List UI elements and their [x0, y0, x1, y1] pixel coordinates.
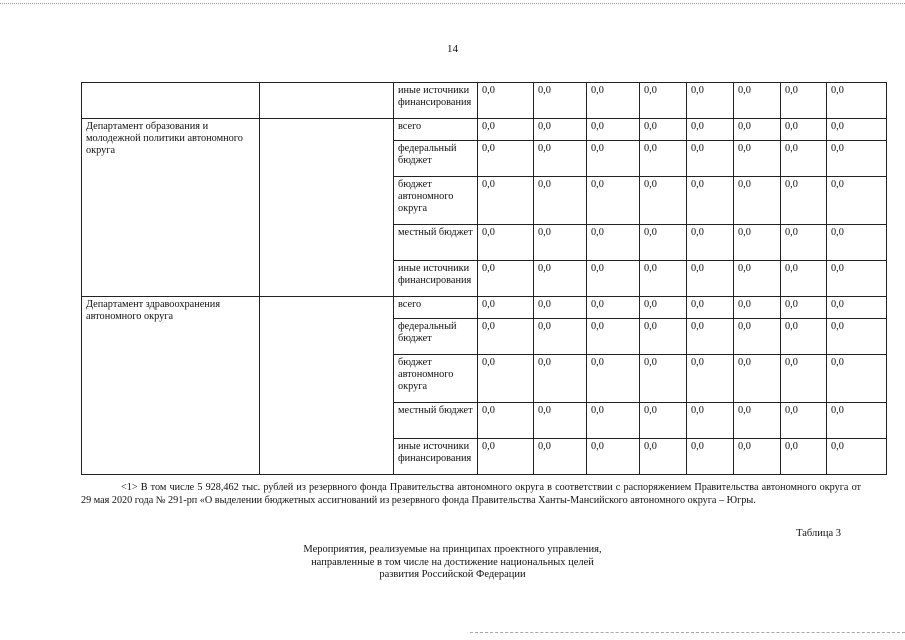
value-cell: 0,0: [587, 225, 640, 261]
value-cell: 0,0: [587, 439, 640, 475]
value-cell: 0,0: [587, 177, 640, 225]
value-cell: 0,0: [687, 297, 734, 319]
value-cell: 0,0: [478, 141, 534, 177]
value-cell: 0,0: [734, 355, 781, 403]
value-cell: 0,0: [587, 119, 640, 141]
value-cell: 0,0: [781, 319, 827, 355]
value-cell: 0,0: [827, 355, 887, 403]
table-row: [82, 119, 887, 141]
source-cell: всего: [394, 119, 478, 141]
source-cell: местный бюджет: [394, 403, 478, 439]
value-cell: 0,0: [734, 403, 781, 439]
value-cell: 0,0: [587, 319, 640, 355]
value-cell: 0,0: [781, 83, 827, 119]
table-label: Таблица 3: [796, 528, 841, 539]
value-cell: 0,0: [827, 261, 887, 297]
value-cell: 0,0: [534, 261, 587, 297]
value-cell: 0,0: [640, 439, 687, 475]
value-cell: 0,0: [478, 177, 534, 225]
value-cell: 0,0: [687, 225, 734, 261]
value-cell: 0,0: [687, 355, 734, 403]
value-cell: 0,0: [640, 83, 687, 119]
value-cell: 0,0: [827, 177, 887, 225]
value-cell: 0,0: [534, 141, 587, 177]
value-cell: 0,0: [640, 297, 687, 319]
value-cell: 0,0: [534, 225, 587, 261]
value-cell: 0,0: [640, 355, 687, 403]
value-cell: 0,0: [640, 177, 687, 225]
value-cell: 0,0: [587, 261, 640, 297]
value-cell: 0,0: [534, 83, 587, 119]
value-cell: 0,0: [781, 355, 827, 403]
value-cell: 0,0: [534, 439, 587, 475]
value-cell: 0,0: [827, 297, 887, 319]
value-cell: 0,0: [734, 141, 781, 177]
value-cell: 0,0: [687, 261, 734, 297]
value-cell: 0,0: [734, 119, 781, 141]
value-cell: 0,0: [827, 319, 887, 355]
value-cell: 0,0: [734, 261, 781, 297]
value-cell: 0,0: [734, 225, 781, 261]
value-cell: 0,0: [478, 403, 534, 439]
value-cell: 0,0: [478, 439, 534, 475]
value-cell: 0,0: [687, 403, 734, 439]
value-cell: 0,0: [640, 119, 687, 141]
value-cell: 0,0: [734, 439, 781, 475]
page-number: 14: [447, 43, 458, 55]
value-cell: 0,0: [534, 403, 587, 439]
source-cell: иные источники финансирования: [394, 439, 478, 475]
value-cell: 0,0: [587, 297, 640, 319]
value-cell: 0,0: [781, 403, 827, 439]
source-cell: федеральный бюджет: [394, 141, 478, 177]
table-row: [82, 83, 887, 119]
empty-cell: [260, 297, 394, 475]
value-cell: 0,0: [827, 225, 887, 261]
empty-cell: [260, 119, 394, 297]
department-cell: Департамент здравоохранения автономного округа: [82, 297, 260, 475]
value-cell: 0,0: [640, 403, 687, 439]
source-cell: бюджет автономного округа: [394, 355, 478, 403]
value-cell: 0,0: [781, 141, 827, 177]
table-title-line: развития Российской Федерации: [379, 569, 526, 580]
value-cell: 0,0: [587, 141, 640, 177]
value-cell: 0,0: [640, 225, 687, 261]
value-cell: 0,0: [687, 319, 734, 355]
value-cell: 0,0: [734, 177, 781, 225]
table-body: [82, 83, 887, 475]
value-cell: 0,0: [827, 141, 887, 177]
value-cell: 0,0: [687, 177, 734, 225]
value-cell: 0,0: [478, 355, 534, 403]
table-title-line: направленные в том числе на достижение национальных целей: [311, 556, 594, 568]
source-cell: местный бюджет: [394, 225, 478, 261]
value-cell: 0,0: [827, 83, 887, 119]
value-cell: 0,0: [827, 403, 887, 439]
value-cell: 0,0: [478, 119, 534, 141]
financing-table: [81, 82, 887, 475]
value-cell: 0,0: [734, 83, 781, 119]
value-cell: 0,0: [687, 141, 734, 177]
value-cell: 0,0: [534, 297, 587, 319]
table-row: [82, 297, 887, 319]
empty-cell: [260, 83, 394, 119]
value-cell: 0,0: [587, 83, 640, 119]
value-cell: 0,0: [687, 83, 734, 119]
value-cell: 0,0: [781, 177, 827, 225]
source-cell: иные источники финансирования: [394, 261, 478, 297]
value-cell: 0,0: [534, 355, 587, 403]
value-cell: 0,0: [587, 403, 640, 439]
scan-edge-top: [0, 3, 905, 6]
value-cell: 0,0: [734, 319, 781, 355]
department-cell: [82, 83, 260, 119]
value-cell: 0,0: [478, 225, 534, 261]
source-cell: бюджет автономного округа: [394, 177, 478, 225]
value-cell: 0,0: [640, 141, 687, 177]
value-cell: 0,0: [534, 177, 587, 225]
value-cell: 0,0: [478, 83, 534, 119]
scan-edge-bottom: [470, 632, 905, 635]
value-cell: 0,0: [478, 261, 534, 297]
value-cell: 0,0: [781, 119, 827, 141]
table-title: [0, 544, 905, 582]
value-cell: 0,0: [534, 119, 587, 141]
value-cell: 0,0: [827, 439, 887, 475]
table-title-line: Мероприятия, реализуемые на принципах проектного управления,: [303, 544, 602, 555]
value-cell: 0,0: [734, 297, 781, 319]
value-cell: 0,0: [687, 119, 734, 141]
value-cell: 0,0: [587, 355, 640, 403]
source-cell: всего: [394, 297, 478, 319]
source-cell: иные источники финансирования: [394, 83, 478, 119]
value-cell: 0,0: [640, 319, 687, 355]
department-cell: Департамент образования и молодежной политики автономного округа: [82, 119, 260, 297]
source-cell: федеральный бюджет: [394, 319, 478, 355]
value-cell: 0,0: [640, 261, 687, 297]
value-cell: 0,0: [827, 119, 887, 141]
footnote: [81, 482, 861, 507]
value-cell: 0,0: [687, 439, 734, 475]
value-cell: 0,0: [478, 297, 534, 319]
value-cell: 0,0: [781, 261, 827, 297]
value-cell: 0,0: [781, 439, 827, 475]
value-cell: 0,0: [781, 225, 827, 261]
value-cell: 0,0: [781, 297, 827, 319]
footnote-text: <1> В том числе 5 928,462 тыс. рублей из резервного фонда Правительства автономного округа в соответствии с распоряжением Правительства автономного округа от 29 мая 2020 года № 291-рп «О выделении бюджетных ассигнований из резервного фонда Правительства Ханты-Мансийского автономного округа – Югры.: [81, 482, 861, 506]
value-cell: 0,0: [478, 319, 534, 355]
value-cell: 0,0: [534, 319, 587, 355]
